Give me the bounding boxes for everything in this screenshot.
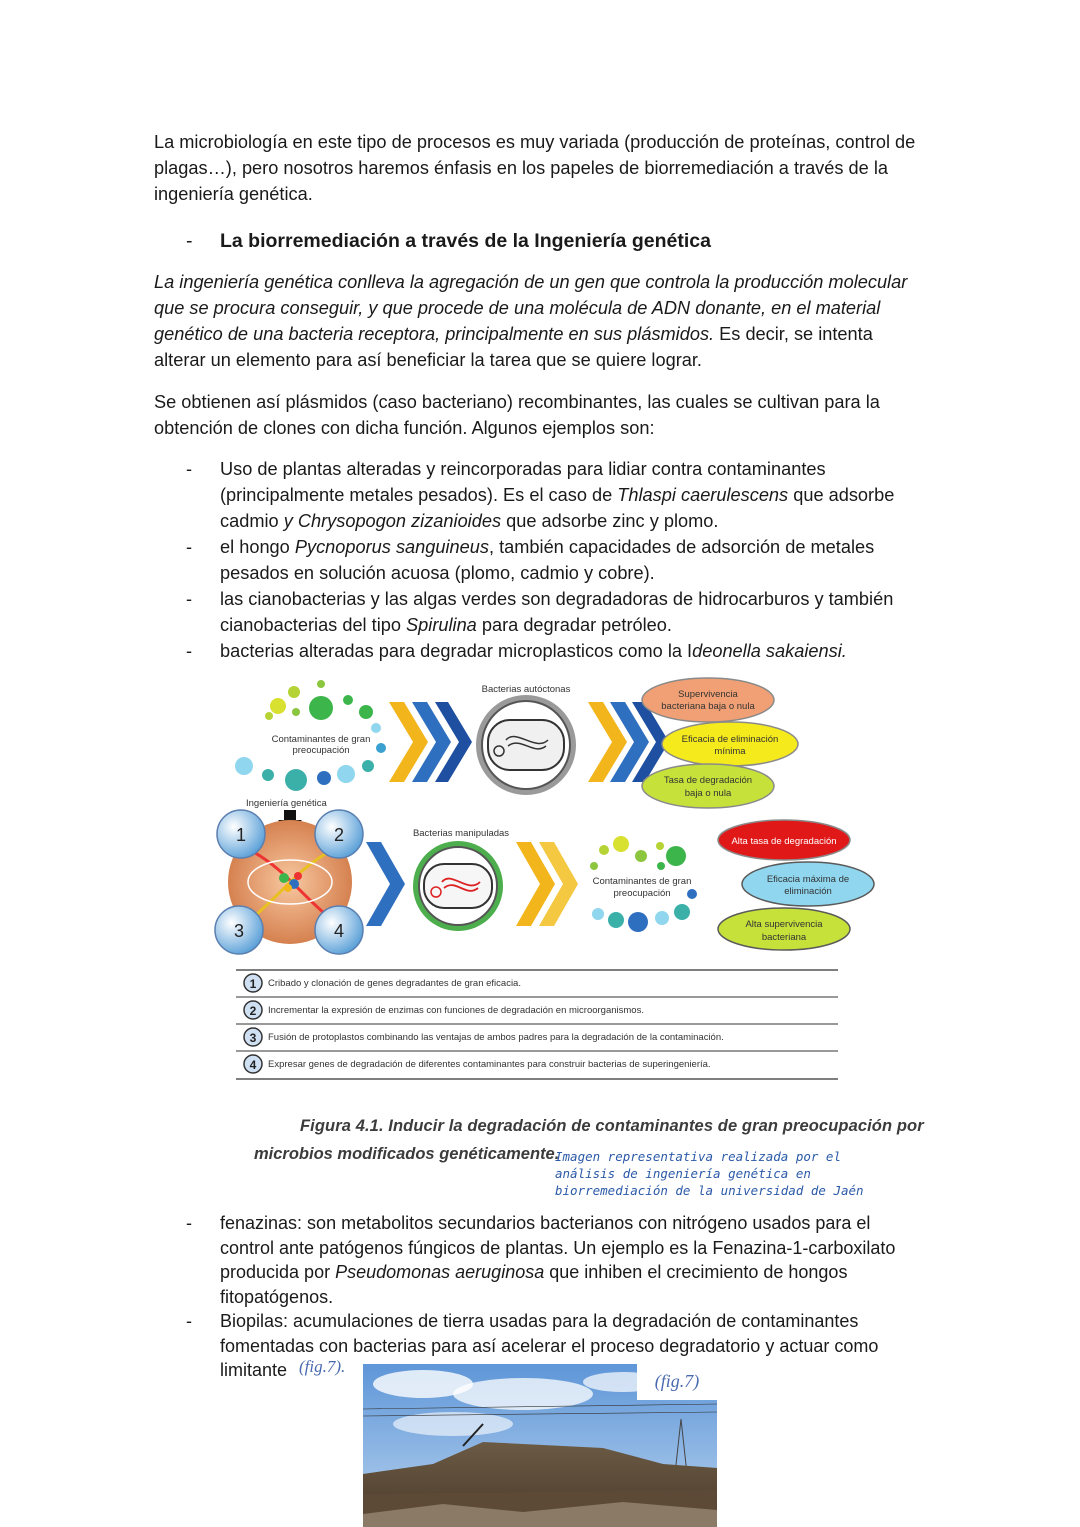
- chevrons-top-1: [389, 702, 472, 782]
- svg-text:mínima: mínima: [714, 746, 746, 757]
- section-heading: - La biorremediación a través de la Ingeniería genética: [186, 230, 711, 252]
- contaminants-label-bottom-2: preocupación: [613, 888, 671, 899]
- outcome-min-efficacy: [662, 722, 798, 766]
- circle-number: 4: [333, 921, 345, 941]
- figure-tag-label: (fig.7): [637, 1364, 717, 1400]
- contaminants-label-top-2: preocupación: [292, 745, 350, 756]
- step-number: 1: [249, 977, 257, 991]
- figure-source-note: Imagen representativa realizada por el análisis de ingeniería genética en biorremediación de la universidad de Jaén: [555, 1149, 864, 1198]
- manipulated-bacteria-icon: [413, 841, 503, 931]
- manipulated-label: Bacterias manipuladas: [412, 828, 510, 839]
- circle-number: 3: [233, 921, 245, 941]
- svg-text:bacteriana baja o nula: bacteriana baja o nula: [661, 701, 755, 712]
- step-number: 4: [249, 1058, 257, 1072]
- step-text: Expresar genes de degradación de diferentes contaminantes para construir bacterias de superingeniería.: [268, 1059, 711, 1070]
- contaminants-label-top-1: Contaminantes de gran: [271, 734, 371, 745]
- svg-text:Alta tasa de degradación: Alta tasa de degradación: [731, 836, 837, 847]
- examples-list: [186, 456, 906, 664]
- autochthonous-bacteria-icon: [476, 695, 576, 795]
- list-item: - Biopilas: acumulaciones de tierra usadas para la degradación de contaminantes fomentadas con bacterias para así acelerar el proceso degradatorio y actuar como limitante: [186, 1311, 879, 1380]
- circle-number: 2: [333, 825, 345, 845]
- step-text: Incrementar la expresión de enzimas con funciones de degradación en microorganismos.: [268, 1005, 644, 1016]
- outcome-max-efficacy: [742, 862, 874, 906]
- step-text: Cribado y clonación de genes degradantes de gran eficacia.: [268, 978, 521, 989]
- outcome-low-survival: [642, 678, 774, 722]
- list-item: - el hongo Pycnoporus sanguineus, también capacidades de adsorción de metales pesados en solución acuosa (plomo, cadmio y cobre).: [186, 537, 875, 583]
- figure-caption-line2: microbios modificados genéticamente.: [254, 1145, 560, 1163]
- step-text: Fusión de protoplastos combinando las ventajas de ambos padres para la degradación de la contaminación.: [268, 1032, 724, 1043]
- list-item: - fenazinas: son metabolitos secundarios bacterianos con nitrógeno usados para el control ante patógenos fúngicos de plantas. Un ejemplo es la Fenazina-1-carboxilato producida por Pseudomonas aeruginosa que inhiben el crecimiento de hongos fitopatógenos.: [186, 1213, 896, 1307]
- list-item: - las cianobacterias y las algas verdes son degradadoras de hidrocarburos y también cianobacterias del tipo Spirulina para degradar petróleo.: [186, 589, 894, 635]
- svg-text:baja o nula: baja o nula: [684, 788, 732, 799]
- genetic-engineering-label: Ingeniería genética: [246, 798, 327, 809]
- svg-text:bacteriana: bacteriana: [761, 932, 807, 943]
- chevrons-bottom-1: [366, 842, 405, 926]
- outcome-low-degradation: [642, 764, 774, 808]
- svg-text:Eficacia máxima de: Eficacia máxima de: [766, 874, 850, 885]
- plasmids-paragraph: Se obtienen así plásmidos (caso bacteriano) recombinantes, las cuales se cultivan para la obtención de clones con dicha función. Algunos ejemplos son:: [154, 392, 880, 438]
- step-number: 3: [249, 1031, 257, 1045]
- section-title: La biorremediación a través de la Ingeniería genética: [220, 230, 711, 252]
- figure-reference-link[interactable]: (fig.7).: [299, 1357, 346, 1376]
- bioremediation-figure: [196, 670, 896, 1090]
- svg-text:Supervivencia: Supervivencia: [678, 689, 738, 700]
- definition-paragraph: La ingeniería genética conlleva la agregación de un gen que controla la producción molecular que se procura conseguir, y que procede de una molécula de ADN donante, en el material genético de una bacteria receptora, principalmente en sus plásmidos. Es decir, se intenta alterar un elemento para así beneficiar la tarea que se quiere lograr.: [154, 272, 908, 370]
- svg-text:Tasa de degradación: Tasa de degradación: [663, 775, 753, 786]
- list-item: - bacterias alteradas para degradar microplasticos como la Ideonella sakaiensi.: [186, 641, 847, 661]
- outcome-high-degradation: [718, 820, 850, 860]
- svg-text:Alta supervivencia: Alta supervivencia: [745, 919, 823, 930]
- contaminants-label-bottom-1: Contaminantes de gran: [592, 876, 692, 887]
- outcome-high-survival: [718, 908, 850, 950]
- list-item: - Uso de plantas alteradas y reincorporadas para lidiar contra contaminantes (principalmente metales pesados). Es el caso de Thlaspi caerulescens que adsorbe cadmio y Chrysopogon zizanioides que adsorbe zinc y plomo.: [186, 459, 895, 531]
- autochthonous-label: Bacterias autóctonas: [481, 684, 571, 695]
- svg-text:Eficacia de eliminación: Eficacia de eliminación: [681, 734, 779, 745]
- chevrons-bottom-2: [516, 842, 578, 926]
- figure-caption-line1: Figura 4.1. Inducir la degradación de contaminantes de gran preocupación por: [300, 1117, 924, 1135]
- examples-list-continued: [186, 1211, 906, 1383]
- circle-number: 1: [235, 825, 247, 845]
- intro-paragraph: La microbiología en este tipo de procesos es muy variada (producción de proteínas, control de plagas…), pero nosotros haremos énfasis en los papeles de biorremediación a través de la ingeniería genética.: [154, 132, 916, 204]
- step-number: 2: [249, 1004, 257, 1018]
- svg-text:eliminación: eliminación: [784, 886, 832, 897]
